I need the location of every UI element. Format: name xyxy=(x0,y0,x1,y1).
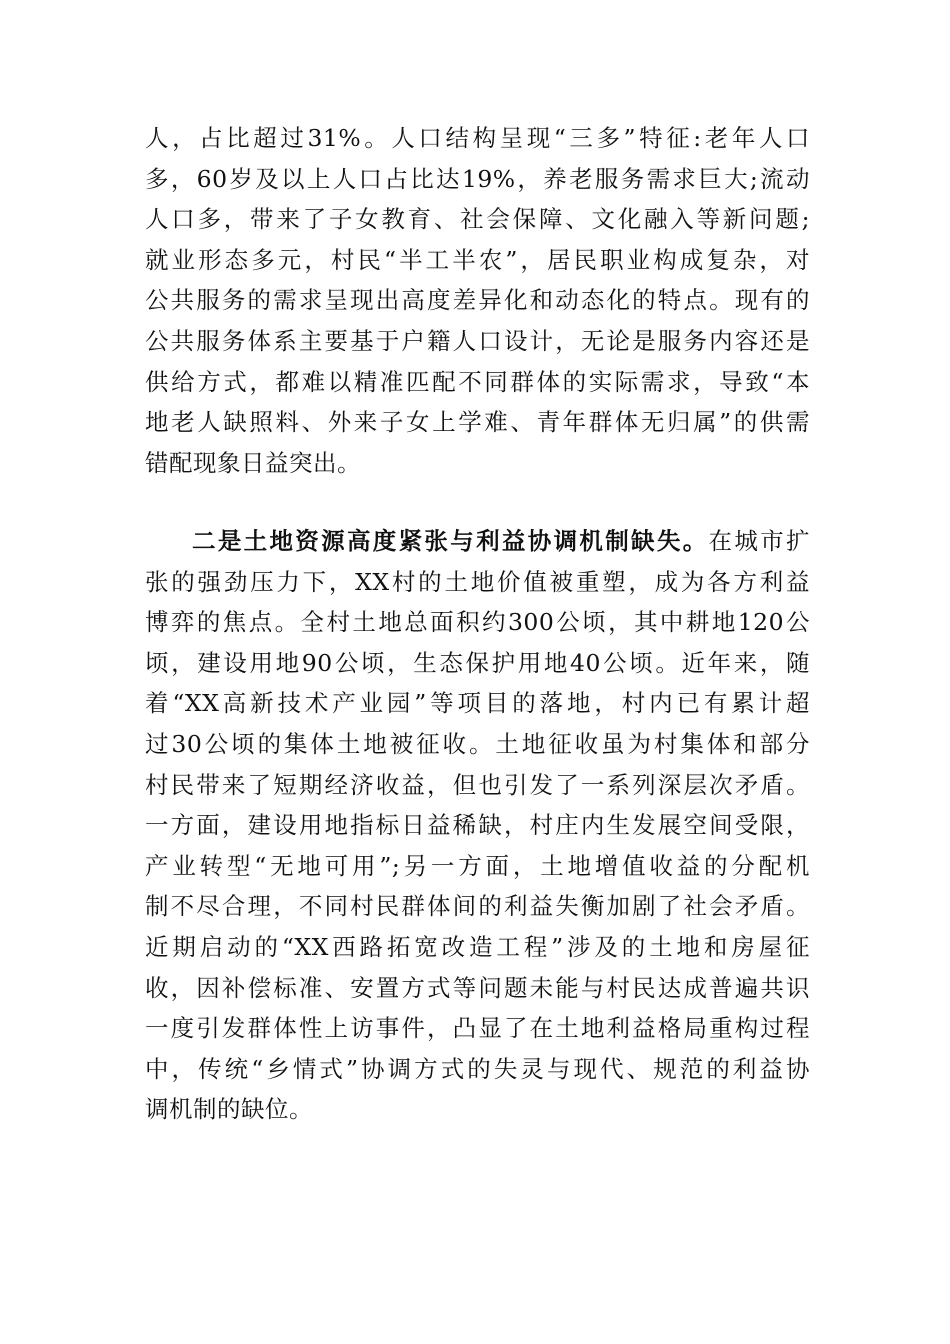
text-line: 供给方式，都难以精准匹配不同群体的实际需求，导致“本 xyxy=(145,367,810,396)
text-line: 人，占比超过31%。人口结构呈现“三多”特征:老年人口 xyxy=(145,124,810,152)
text-line: 产业转型“无地可用”;另一方面，土地增值收益的分配机 xyxy=(145,851,810,880)
text-line: 近期启动的“XX西路拓宽改造工程”涉及的土地和房屋征 xyxy=(145,932,810,961)
text-line: 一度引发群体性上访事件，凸显了在土地利益格局重构过程 xyxy=(145,1014,810,1043)
text-line: 错配现象日益突出。 xyxy=(145,448,361,477)
text-line: 制不尽合理，不同村民群体间的利益失衡加剧了社会矛盾。 xyxy=(145,892,810,921)
text-line: 顷，建设用地90公顷，生态保护用地40公顷。近年来，随 xyxy=(145,648,810,677)
text-line: 多，60岁及以上人口占比达19%，养老服务需求巨大;流动 xyxy=(145,164,810,193)
text-line: 村民带来了短期经济收益，但也引发了一系列深层次矛盾。 xyxy=(145,770,810,799)
text-line: 公共服务的需求呈现出高度差异化和动态化的特点。现有的 xyxy=(145,286,810,315)
text-line: 博弈的焦点。全村土地总面积约300公顷，其中耕地120公 xyxy=(145,608,810,637)
text-run: 在城市扩 xyxy=(708,527,811,555)
text-line: 地老人缺照料、外来子女上学难、青年群体无归属”的供需 xyxy=(145,408,810,437)
paragraph-first-line xyxy=(145,521,810,562)
text-line: 中，传统“乡情式”协调方式的失灵与现代、规范的利益协 xyxy=(145,1054,810,1083)
paragraph-population-structure xyxy=(145,118,810,483)
text-line: 就业形态多元，村民“半工半农”，居民职业构成复杂，对 xyxy=(145,245,810,274)
text-line: 收，因补偿标准、安置方式等问题未能与村民达成普遍共识 xyxy=(145,973,810,1002)
paragraph-heading: 二是土地资源高度紧张与利益协调机制缺失。 xyxy=(192,527,709,555)
text-line: 一方面，建设用地指标日益稀缺，村庄内生发展空间受限， xyxy=(145,811,810,840)
text-line: 张的强劲压力下，XX村的土地价值被重塑，成为各方利益 xyxy=(145,567,810,596)
text-line: 过30公顷的集体土地被征收。土地征收虽为村集体和部分 xyxy=(145,729,810,758)
paragraph-land-resources xyxy=(145,521,810,1130)
text-line: 公共服务体系主要基于户籍人口设计，无论是服务内容还是 xyxy=(145,326,810,355)
text-line: 人口多，带来了子女教育、社会保障、文化融入等新问题; xyxy=(145,205,810,234)
text-line: 调机制的缺位。 xyxy=(145,1095,313,1124)
text-line: 着“XX高新技术产业园”等项目的落地，村内已有累计超 xyxy=(145,689,810,718)
